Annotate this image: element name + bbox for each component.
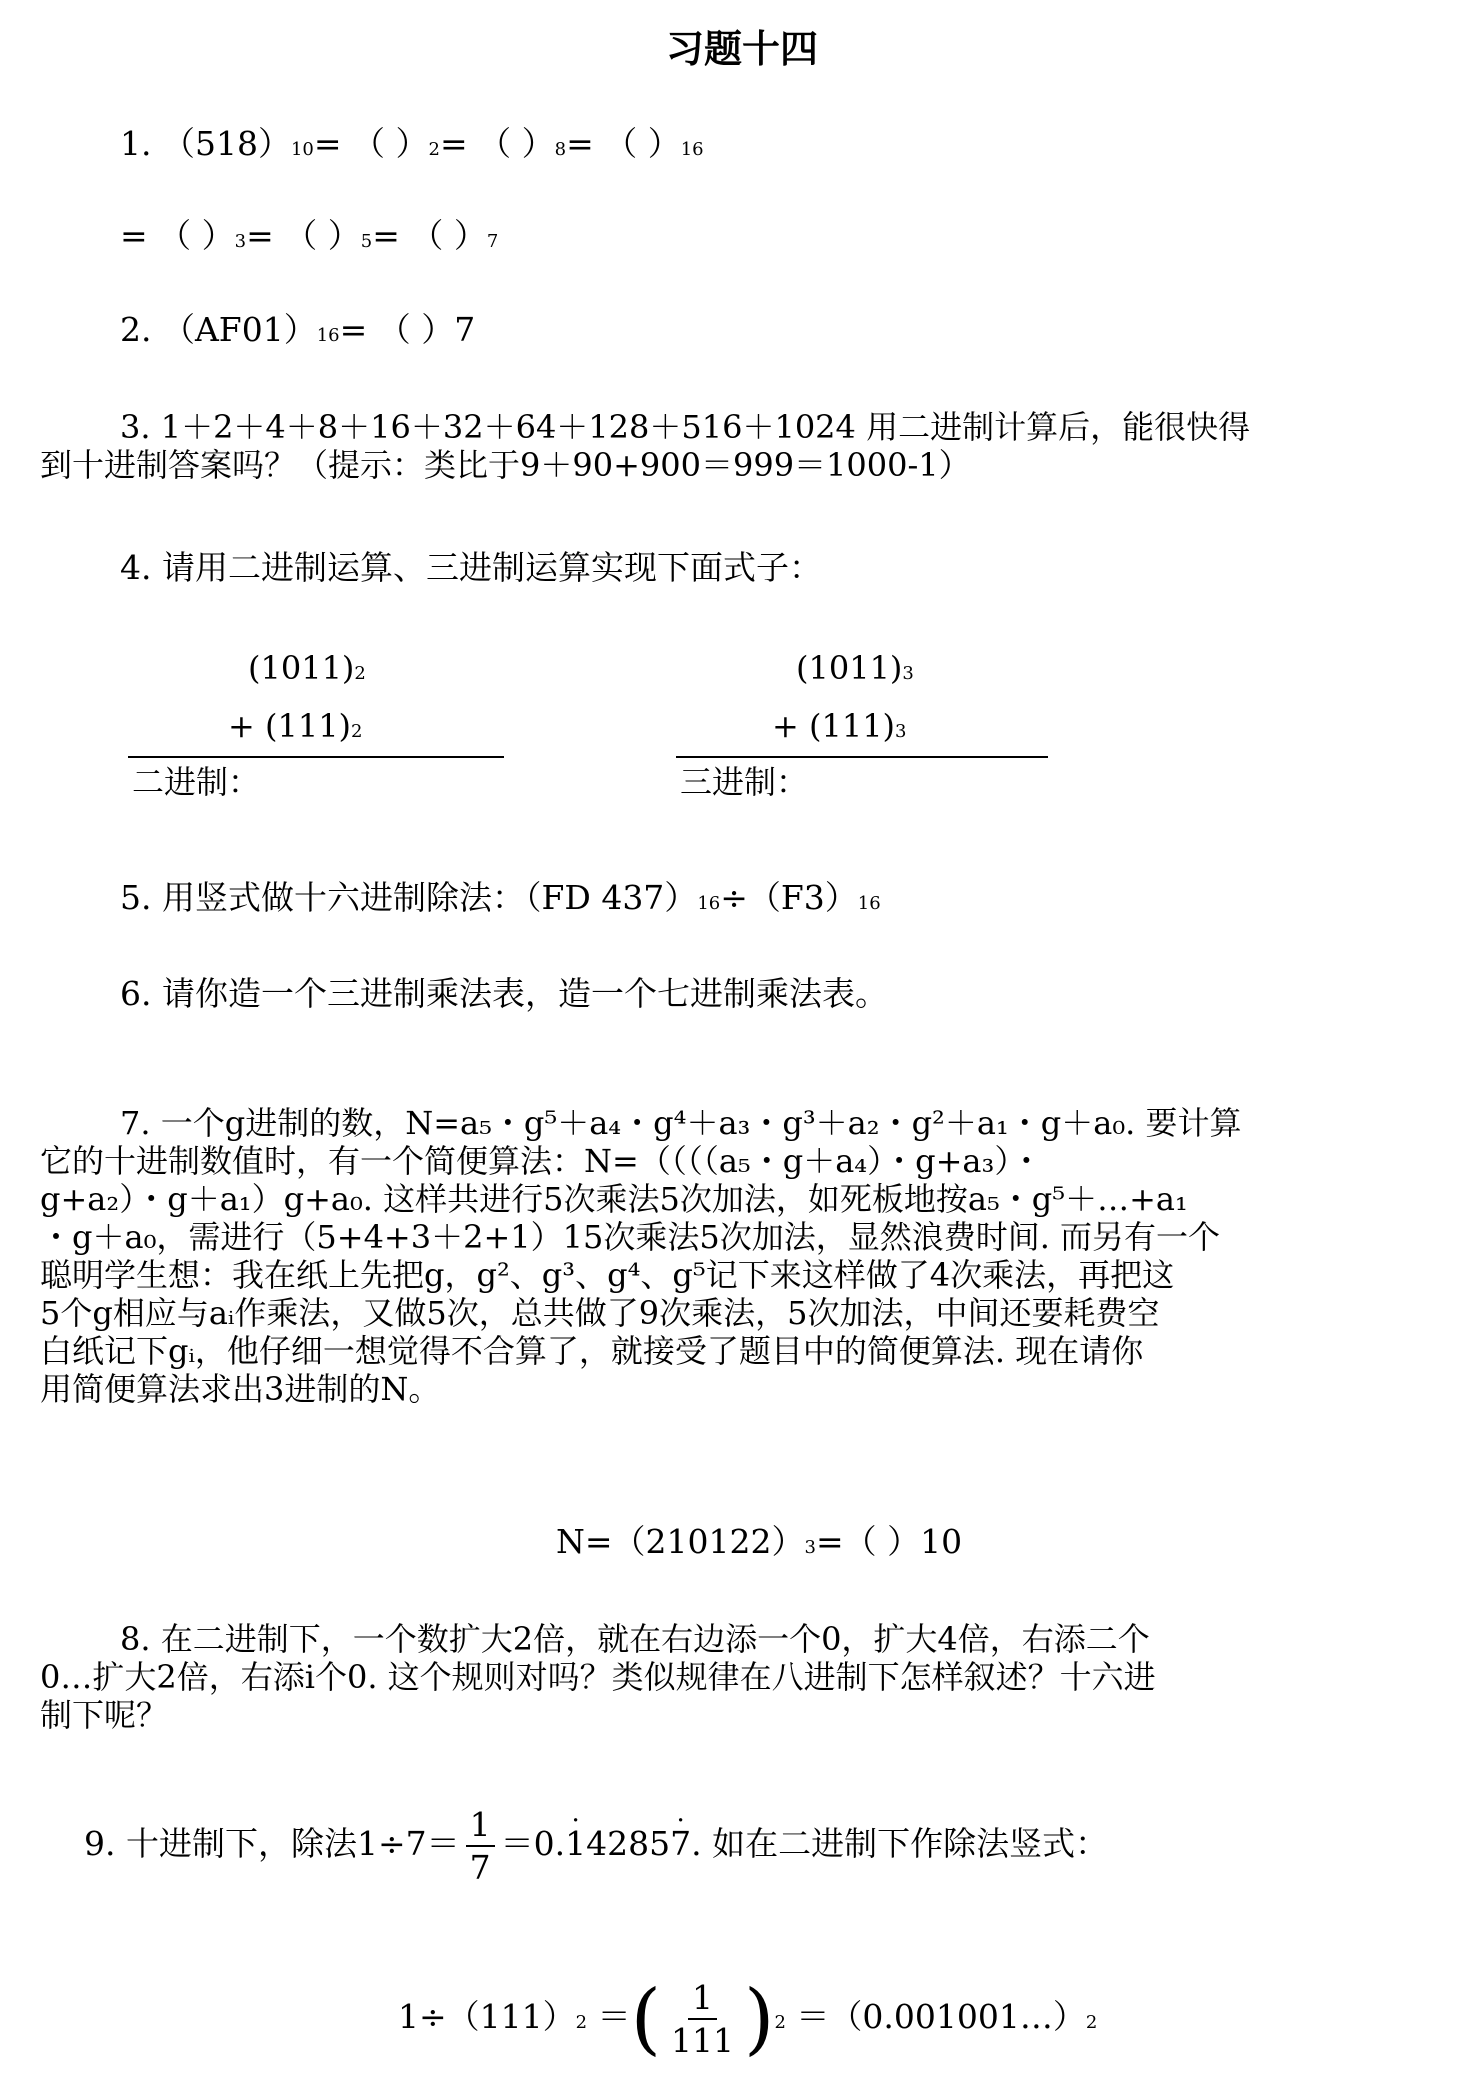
q9-binary-formula: 1÷（111）2 ＝( $\frac{1}{111}$ )2 ＝（0.001001…）2 — [398, 1974, 1098, 2064]
q7-line: g+a₂）・g＋a₁）g+a₀. 这样共进行5次乘法5次加法，如死板地按a₅・g⁵＋…+a₁ — [40, 1180, 1188, 1218]
binary-answer-label: 二进制： — [132, 763, 261, 801]
q2-base: 16 — [316, 325, 340, 346]
q3-line: 3. 1＋2＋4＋8＋16＋32＋64＋128＋516＋1024 用二进制计算后，能很快得 — [120, 408, 1251, 446]
repeat-dot-end: 7 ˙ — [670, 1824, 691, 1863]
q1-text: = （ ） — [566, 124, 681, 163]
q8-line: 0…扩大2倍，右添i个0. 这个规则对吗？类似规律在八进制下怎样叙述？十六进 — [40, 1658, 1156, 1696]
page-title: 习题十四 — [665, 26, 818, 71]
ternary-addend-bottom: + (111)3 — [772, 707, 907, 745]
q1-text: = （ ） — [439, 124, 555, 163]
q1-text: = （ ） — [120, 216, 235, 255]
q7-line: 用简便算法求出3进制的N。 — [40, 1370, 441, 1408]
q7-line: 7. 一个g进制的数，N=a₅・g⁵＋a₄・g⁴＋a₃・g³＋a₂・g²＋a₁・g＋a₀. 要计算 — [120, 1104, 1242, 1142]
q2-text: 2. （AF01） — [120, 310, 317, 349]
right-paren: ) — [744, 1974, 775, 2064]
q1-base: 2 — [428, 139, 440, 160]
question-3 — [40, 408, 1460, 484]
binary-sum-line — [128, 756, 504, 758]
q7-line: 白纸记下gᵢ，他仔细一想觉得不合算了，就接受了题目中的简便算法. 现在请你 — [40, 1332, 1144, 1370]
question-9: 9. 十进制下，除法1÷7＝ $\frac{1}{7}$ ＝0.1 ˙42857 ˙. 如在二进制下作除法竖式： — [84, 1808, 1108, 1884]
q5-base: 16 — [697, 893, 721, 914]
q1-text: = （ ） — [313, 124, 429, 163]
q5-base: 16 — [857, 893, 881, 914]
q1-base: 7 — [486, 231, 499, 252]
repeat-dot-start: 1 ˙ — [565, 1824, 586, 1863]
q1-text: = （ ） — [246, 216, 361, 255]
q9-fraction: $\frac{1}{7}$ — [466, 1808, 495, 1884]
question-1-line-1 — [120, 124, 704, 170]
q1-base: 8 — [554, 139, 567, 160]
question-1-line-2 — [120, 216, 498, 262]
q3-line: 到十进制答案吗？（提示：类比于9＋90+900＝999＝1000-1） — [40, 446, 971, 484]
ternary-sum-line — [676, 756, 1048, 758]
binary-addend-top: (1011)2 — [248, 649, 366, 687]
q1-text: 1. （518） — [120, 124, 291, 163]
question-7 — [40, 1104, 1460, 1408]
q9-text: 9. 十进制下，除法1÷7＝ — [84, 1824, 460, 1863]
q1-text: = （ ） — [372, 216, 487, 255]
question-8 — [40, 1620, 1460, 1734]
q8-line: 制下呢？ — [40, 1696, 169, 1734]
q9-binary-fraction: $\frac{1}{111}$ — [671, 1978, 735, 2060]
ternary-addend-top: (1011)3 — [796, 649, 914, 687]
question-4: 4. 请用二进制运算、三进制运算实现下面式子： — [120, 548, 822, 587]
q8-line: 8. 在二进制下，一个数扩大2倍，就在右边添一个0，扩大4倍，右添二个 — [120, 1620, 1150, 1658]
q1-base: 16 — [680, 139, 704, 160]
question-6: 6. 请你造一个三进制乘法表，造一个七进制乘法表。 — [120, 974, 888, 1013]
q5-text: 5. 用竖式做十六进制除法：（FD 437） — [120, 878, 698, 917]
q7-line: ・g＋a₀，需进行（5+4+3＋2+1）15次乘法5次加法，显然浪费时间. 而另有一个 — [40, 1218, 1221, 1256]
q7-line: 聪明学生想：我在纸上先把g，g²、g³、g⁴、g⁵记下来这样做了4次乘法，再把这 — [40, 1256, 1175, 1294]
q7-line: 它的十进制数值时，有一个简便算法：N=（（（（a₅・g＋a₄）・g+a₃）・ — [40, 1142, 1043, 1180]
binary-addend-bottom: + (111)2 — [228, 707, 363, 745]
q1-base: 5 — [360, 231, 373, 252]
q5-text: ÷（F3） — [720, 878, 858, 917]
q1-base: 3 — [234, 231, 247, 252]
question-5 — [120, 878, 881, 924]
q2-text: = （ ）7 — [339, 310, 476, 349]
q1-base: 10 — [290, 139, 314, 160]
left-paren: ( — [630, 1974, 662, 2064]
question-2 — [120, 310, 475, 356]
ternary-answer-label: 三进制： — [680, 763, 809, 801]
q7-line: 5个g相应与aᵢ作乘法，又做5次，总共做了9次乘法，5次加法，中间还要耗费空 — [40, 1294, 1160, 1332]
q7-formula: N=（210122）3=（ ）10 — [556, 1522, 963, 1561]
